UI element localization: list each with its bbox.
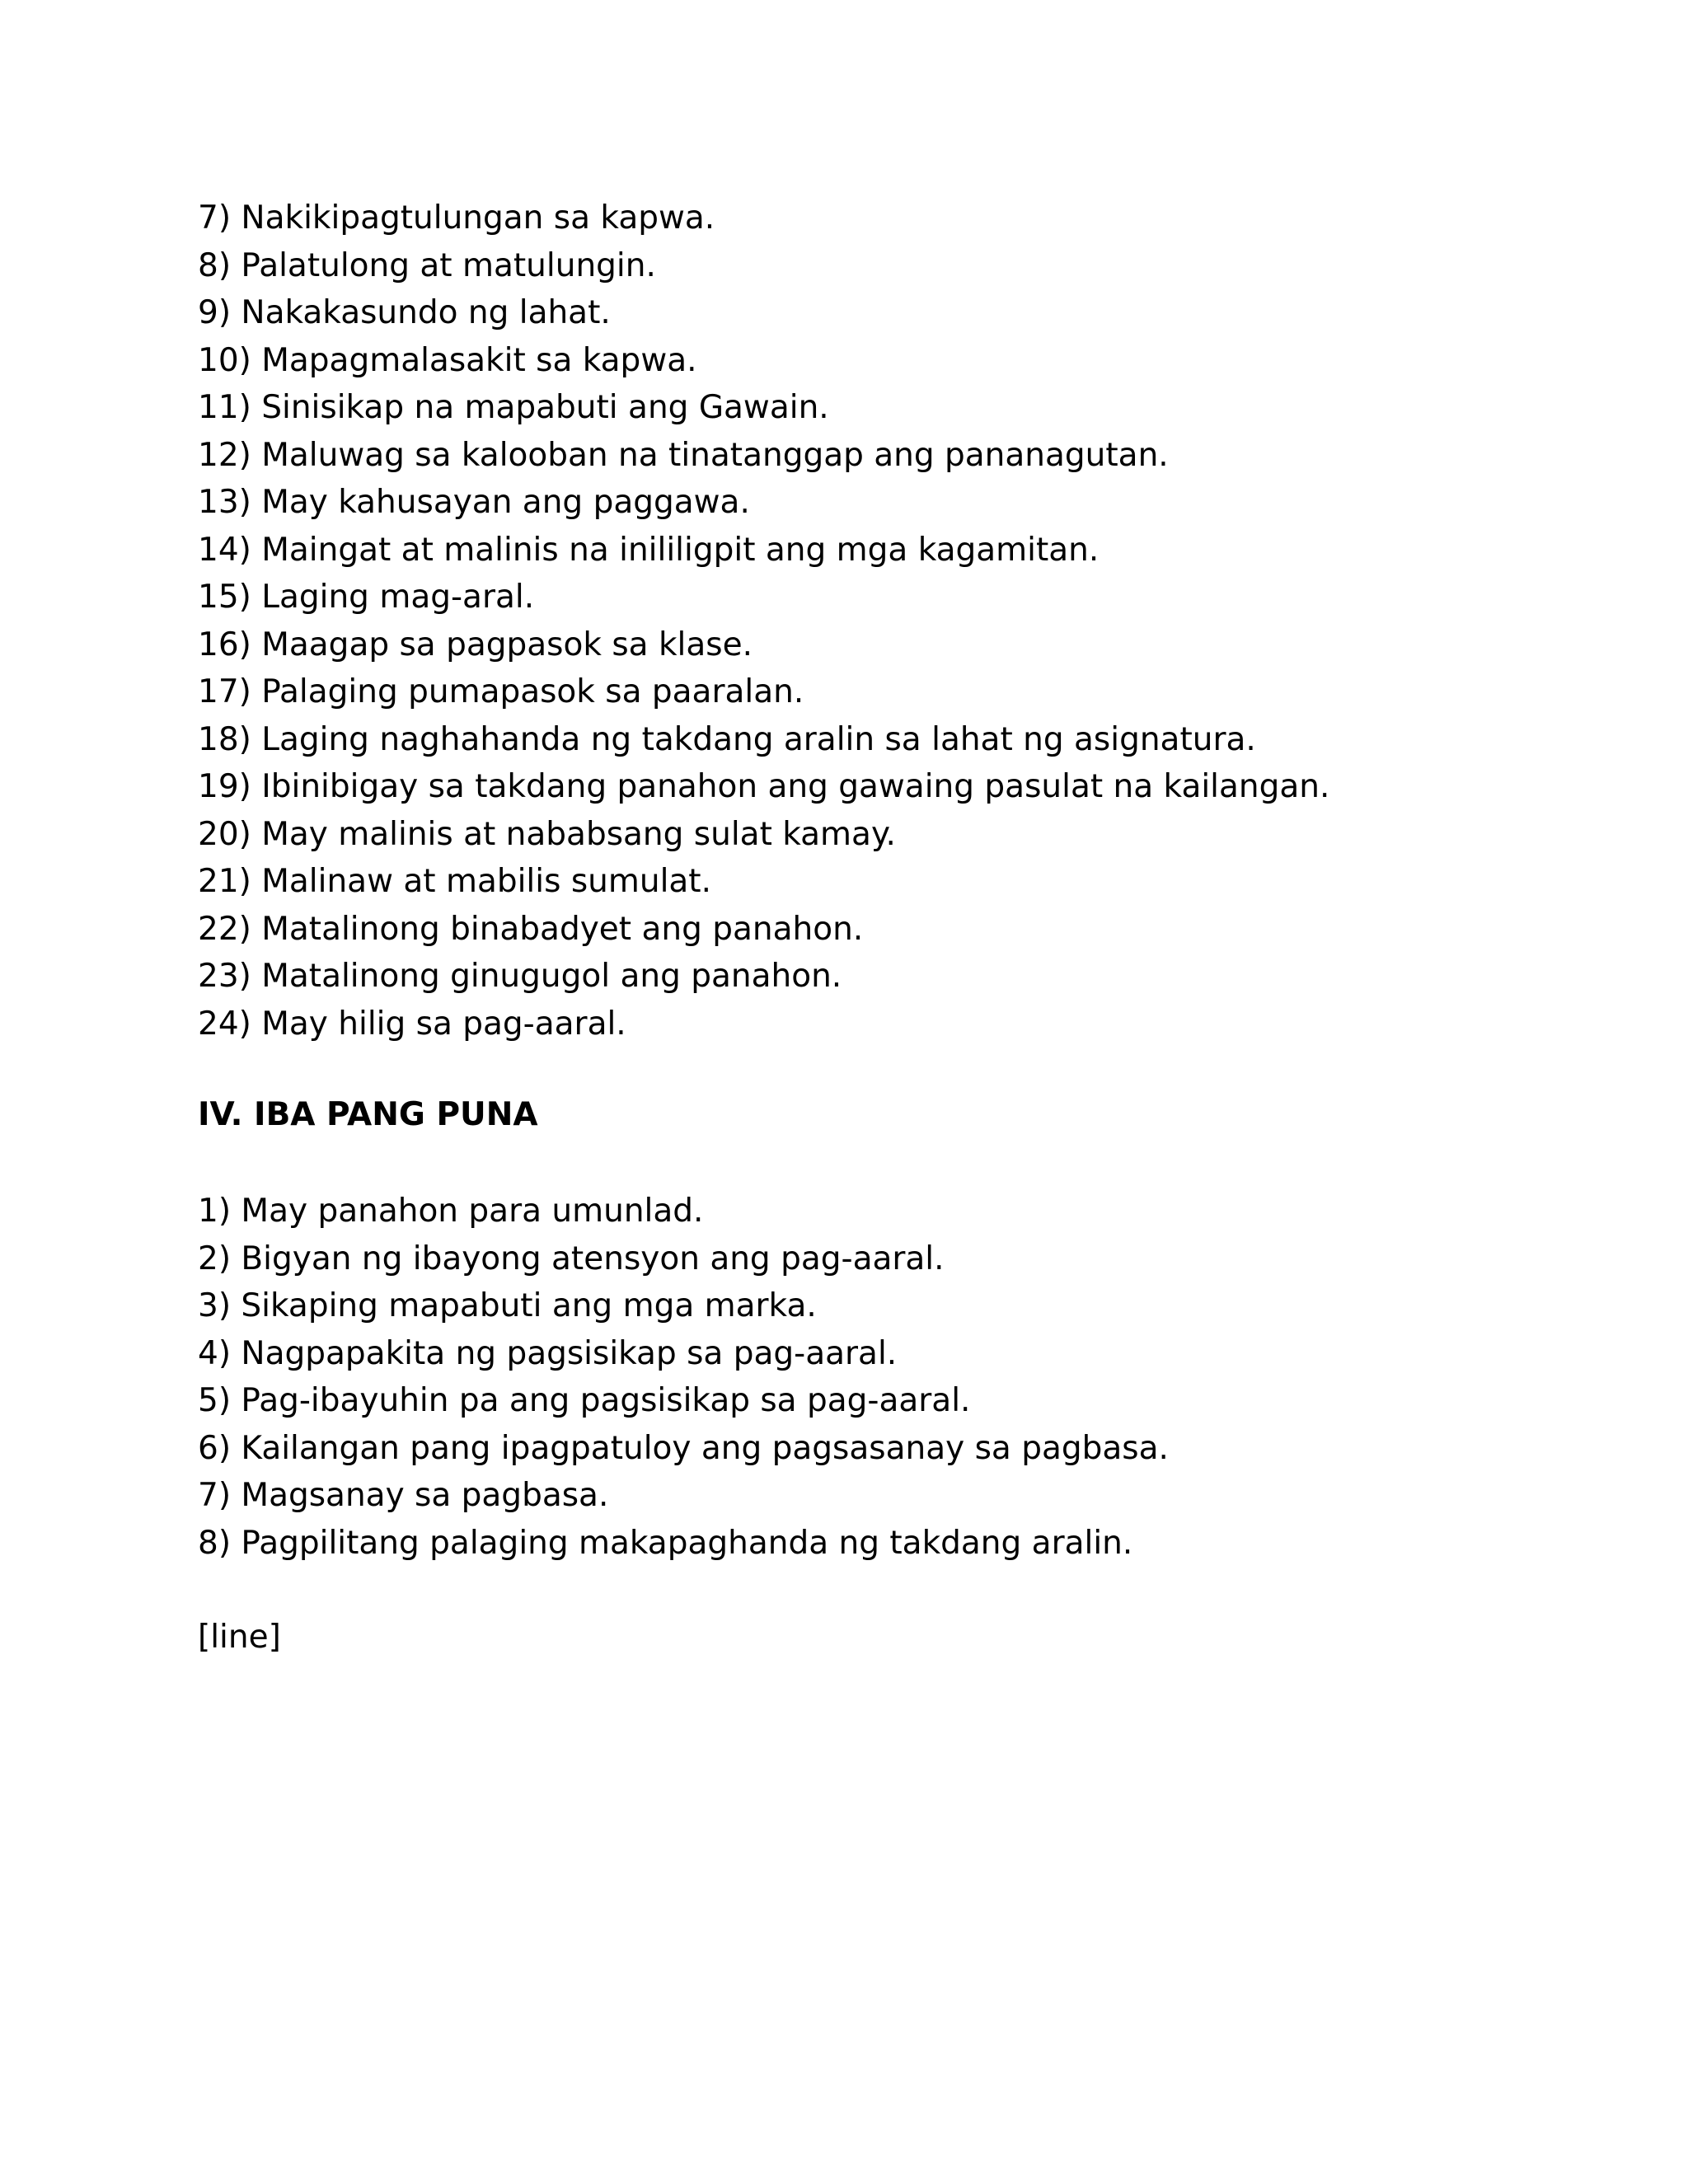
list-item: 6) Kailangan pang ipagpatuloy ang pagsasanay sa pagbasa. [198, 1429, 1169, 1467]
list-item: 7) Magsanay sa pagbasa. [198, 1477, 609, 1514]
evaluation-list [198, 194, 1550, 1047]
list-item: 16) Maagap sa pagpasok sa klase. [198, 626, 753, 663]
list-item: 3) Sikaping mapabuti ang mga marka. [198, 1287, 817, 1324]
list-item: 14) Maingat at malinis na inililigpit ang mga kagamitan. [198, 531, 1100, 569]
remarks-list [198, 1188, 1550, 1567]
list-item: 4) Nagpapakita ng pagsisikap sa pag-aaral. [198, 1334, 898, 1372]
list-item: 12) Maluwag sa kalooban na tinatanggap ang pananagutan. [198, 436, 1169, 474]
list-item: 13) May kahusayan ang paggawa. [198, 484, 750, 521]
list-item: 8) Pagpilitang palaging makapaghanda ng takdang aralin. [198, 1524, 1133, 1562]
list-item: 15) Laging mag-aral. [198, 579, 535, 616]
document-page [198, 194, 1550, 1661]
list-item: 24) May hilig sa pag-aaral. [198, 1005, 626, 1043]
list-item: 1) May panahon para umunlad. [198, 1193, 704, 1230]
end-note: [line] [198, 1619, 281, 1656]
list-item: 17) Palaging pumapasok sa paaralan. [198, 673, 804, 710]
list-item: 18) Laging naghahanda ng takdang aralin sa lahat ng asignatura. [198, 720, 1256, 758]
list-item: 11) Sinisikap na mapabuti ang Gawain. [198, 389, 829, 426]
list-item: 2) Bigyan ng ibayong atensyon ang pag-aaral. [198, 1240, 945, 1277]
list-item: 10) Mapagmalasakit sa kapwa. [198, 341, 697, 379]
list-item: 21) Malinaw at mabilis sumulat. [198, 863, 711, 900]
list-item: 9) Nakakasundo ng lahat. [198, 294, 611, 331]
list-item: 22) Matalinong binabadyet ang panahon. [198, 910, 864, 948]
list-item: 8) Palatulong at matulungin. [198, 246, 656, 284]
list-item: 7) Nakikipagtulungan sa kapwa. [198, 199, 715, 237]
list-item: 20) May malinis at nababsang sulat kamay. [198, 815, 896, 853]
list-item: 5) Pag-ibayuhin pa ang pagsisikap sa pag-aaral. [198, 1382, 971, 1419]
list-item: 23) Matalinong ginugugol ang panahon. [198, 958, 842, 995]
section-heading: IV. IBA PANG PUNA [198, 1096, 538, 1133]
list-item: 19) Ibinibigay sa takdang panahon ang gawaing pasulat na kailangan. [198, 768, 1330, 805]
